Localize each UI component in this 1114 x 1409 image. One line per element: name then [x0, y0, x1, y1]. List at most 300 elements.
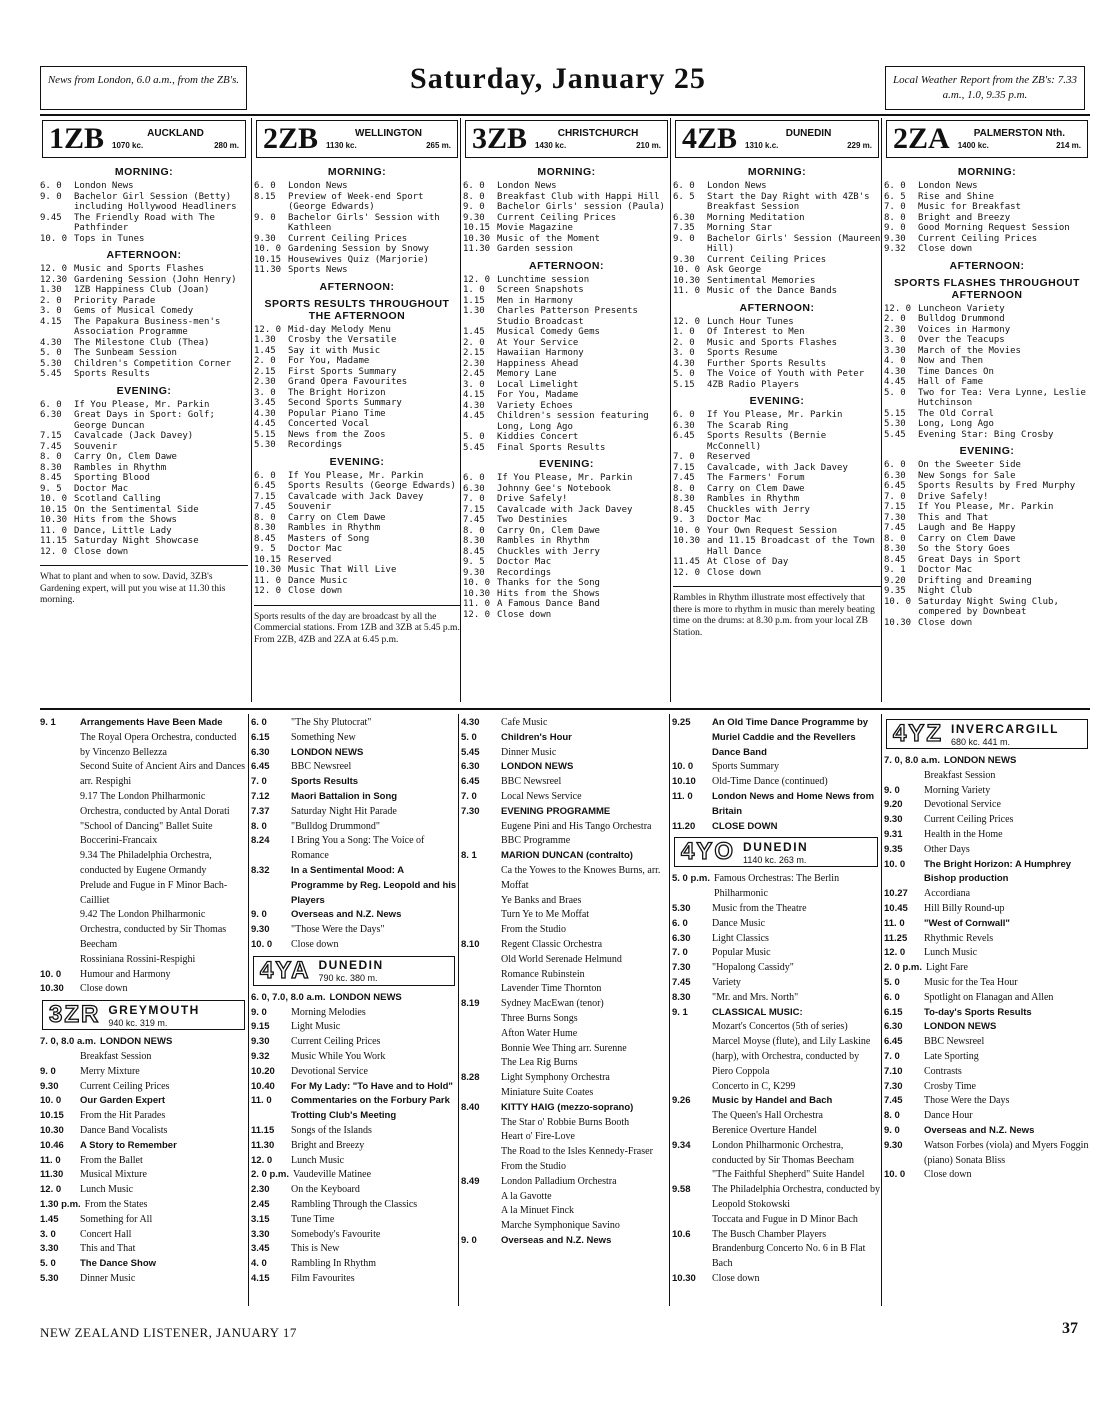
- programme-item: [40, 536, 248, 547]
- programme-title: Current Ceiling Prices: [924, 814, 1014, 826]
- programme-title: Local News Service: [501, 790, 582, 802]
- programme-time: 2.15: [254, 366, 276, 377]
- programme-title: Say it with Music: [288, 345, 381, 356]
- programme-time: 6. 0: [251, 717, 267, 728]
- programme-item: [884, 858, 1090, 888]
- programme-item: [463, 338, 670, 349]
- programme-title: Something New: [291, 731, 356, 743]
- programme-title: Charles Patterson Presents Studio Broadcast: [497, 306, 638, 327]
- programme-item: [40, 1035, 247, 1050]
- programme-title: Gardening Session (John Henry): [74, 274, 237, 285]
- programme-item: [461, 1116, 668, 1131]
- station-meta: [326, 128, 451, 150]
- programme-time: 6.45: [673, 431, 695, 441]
- programme-time: 9. 0: [251, 1006, 267, 1018]
- programme-time: 3.30: [884, 345, 906, 356]
- programme-time: 7.35: [673, 223, 695, 233]
- programme-time: [461, 923, 501, 938]
- programme-title: Morning Variety: [924, 784, 991, 796]
- programme-title: London News: [74, 181, 134, 191]
- programme-title: Screen Snapshots: [497, 285, 584, 295]
- programme-time: 10.30: [673, 275, 701, 286]
- programme-title: This is New: [291, 1243, 340, 1255]
- programme-item: [254, 523, 460, 534]
- programme-item: [884, 314, 1090, 325]
- programme-title: Mozart's Concertos (5th of series): [712, 1021, 848, 1033]
- programme-title: Miniature Suite Coates: [501, 1086, 594, 1098]
- programme-title: For You, Madame: [497, 390, 579, 400]
- programme-time: 5. 0 p.m.: [672, 873, 711, 885]
- programme-item: [40, 908, 247, 952]
- programme-item: [40, 400, 248, 411]
- station-frequency: 790 kc. 380 m.: [318, 973, 378, 984]
- programme-time: 9.58: [672, 1184, 691, 1196]
- programme-item: [884, 544, 1090, 555]
- programme-time: 8.30: [254, 523, 276, 533]
- programme-title: "Mr. and Mrs. North": [712, 991, 799, 1003]
- programme-item: [463, 411, 670, 432]
- programme-time: 6.30: [673, 420, 695, 431]
- programme-time: 11.30: [40, 1169, 64, 1181]
- programme-time: 9. 1: [672, 1006, 688, 1018]
- programme-time: 9.15: [251, 1021, 270, 1033]
- programme-time: 6. 0: [673, 181, 695, 191]
- programme-item: [461, 1071, 668, 1086]
- programme-title: Reserved: [288, 554, 332, 565]
- programme-title: 4ZB Radio Players: [707, 379, 800, 390]
- programme-title: Crosby the Versatile: [288, 335, 397, 345]
- programme-item: [40, 1183, 247, 1198]
- programme-title: Scotland Calling: [74, 494, 161, 504]
- programme-time: 6.30: [672, 932, 691, 944]
- programme-item: [40, 1198, 247, 1213]
- programme-item: [461, 760, 668, 775]
- programme-item: [251, 923, 457, 938]
- programme-time: 2.45: [251, 1198, 270, 1210]
- programme-time: 9.45: [40, 212, 62, 223]
- programme-item: [673, 327, 881, 338]
- programme-title: The Dance Show: [80, 1258, 157, 1270]
- programme-time: 12. 0: [40, 1184, 62, 1196]
- programme-time: 7. 0: [673, 452, 695, 462]
- programme-title: Souvenir: [74, 441, 118, 452]
- programme-time: 8.30: [672, 991, 691, 1003]
- programme-time: 4.45: [254, 419, 276, 429]
- programme-title: Brandenburg Concerto No. 6 in B Flat Bach: [712, 1243, 866, 1270]
- programme-title: BBC Newsreel: [501, 776, 562, 788]
- station-city: WELLINGTON: [355, 128, 423, 139]
- programme-title: Light Classics: [712, 932, 769, 944]
- programme-item: [884, 335, 1090, 346]
- programme-time: 2.30: [884, 324, 906, 335]
- section-heading: MORNING:: [327, 166, 387, 178]
- programme-item: [884, 356, 1090, 367]
- programme-time: [461, 864, 501, 894]
- programme-title: Recordings: [288, 440, 343, 450]
- programme-item: [673, 338, 881, 349]
- programme-title: Morning Melodies: [291, 1006, 366, 1018]
- programme-title: Evening Star: Bing Crosby: [918, 429, 1054, 440]
- programme-item: [254, 356, 460, 367]
- programme-item: [251, 1228, 457, 1243]
- programme-title: Now and Then: [918, 356, 984, 366]
- programme-time: [461, 1219, 501, 1234]
- programme-time: 12. 0: [251, 1154, 273, 1166]
- programme-time: 5.30: [884, 419, 906, 429]
- programme-title: Cavalcade, with Jack Davey: [707, 462, 848, 473]
- programme-title: Regent Classic Orchestra: [501, 938, 603, 950]
- programme-title: The Lea Rig Burns: [501, 1057, 578, 1069]
- programme-item: [254, 513, 460, 524]
- programme-title: Carry on Clem Dawe: [707, 483, 805, 494]
- station-footnote: Rambles in Rhythm illustrate most effectively that there is more to rhythm in music than merely beating time on the drums: at 8.30 p.m. from your local ZB Station.: [673, 586, 881, 639]
- programme-time: 2. 0 p.m.: [884, 962, 923, 974]
- programme-time: [40, 1050, 80, 1065]
- programme-item: [463, 599, 670, 610]
- programme-title: Maori Battalion in Song: [291, 790, 398, 802]
- programme-time: [461, 953, 501, 968]
- programme-item: [673, 359, 881, 370]
- programme-time: 6. 0: [884, 181, 906, 191]
- programme-item: [251, 746, 457, 761]
- programme-time: 7.45: [884, 1095, 903, 1107]
- programme-time: [672, 1080, 712, 1095]
- programme-title: Close down: [288, 586, 343, 596]
- programme-title: Bonnie Wee Thing arr. Surenne: [501, 1042, 627, 1054]
- programme-item: [463, 390, 670, 401]
- programme-time: 9. 5: [40, 483, 62, 494]
- programme-item: [461, 834, 668, 849]
- programme-item: [884, 946, 1090, 961]
- programme-title: On the Keyboard: [291, 1184, 360, 1196]
- programme-item: [40, 1124, 247, 1139]
- programme-item: [254, 576, 460, 587]
- programme-time: 10.6: [672, 1228, 691, 1240]
- programme-title: Bright and Breezy: [918, 212, 1011, 223]
- programme-title: If You Please, Mr. Parkin: [707, 410, 843, 420]
- programme-title: Something for All: [80, 1213, 153, 1225]
- programme-time: 6. 0: [884, 460, 906, 470]
- programme-item: [461, 1042, 668, 1057]
- programme-item: [463, 369, 670, 380]
- programme-item: [40, 1213, 247, 1228]
- programme-item: [251, 1183, 457, 1198]
- programme-time: 7.30: [672, 962, 691, 974]
- programme-time: 1.45: [40, 1213, 59, 1225]
- programme-item: [463, 234, 670, 245]
- programme-item: [254, 555, 460, 566]
- station-city: AUCKLAND: [147, 128, 204, 139]
- programme-item: [463, 568, 670, 579]
- programme-item: [254, 234, 460, 245]
- weather-report-note: Local Weather Report from the ZB's: 7.33 a.m., 1.0, 9.35 p.m.: [885, 66, 1085, 110]
- programme-time: 11. 0: [463, 599, 491, 609]
- programme-item: [463, 589, 670, 600]
- programme-time: 10.27: [884, 888, 908, 900]
- programme-time: 9. 0: [254, 212, 276, 223]
- programme-item: [461, 1204, 668, 1219]
- column-divider: [670, 118, 671, 702]
- programme-title: Carry on Clem Dawe: [288, 512, 386, 523]
- programme-time: 7.15: [40, 431, 62, 441]
- programme-time: 12. 0: [673, 316, 701, 327]
- programme-time: 6.30: [251, 746, 270, 758]
- programme-time: 7. 0: [884, 491, 906, 502]
- programme-title: Romance Rubinstein: [501, 968, 585, 980]
- programme-item: [463, 505, 670, 516]
- section-heading: AFTERNOON:: [739, 301, 815, 314]
- programme-time: 6. 0: [40, 399, 62, 410]
- programme-item: [672, 1242, 880, 1272]
- programme-item: [884, 754, 1090, 769]
- programme-item: [884, 1124, 1090, 1139]
- programme-item: [461, 1027, 668, 1042]
- station-kc: 1400 kc.: [957, 141, 989, 150]
- station-header: [42, 1000, 245, 1030]
- programme-time: 3. 0: [463, 379, 485, 390]
- programme-title: Current Ceiling Prices: [707, 254, 827, 265]
- programme-time: 8. 0: [40, 452, 62, 462]
- programme-title: Concerto in C, K299: [712, 1080, 796, 1092]
- programme-item: [40, 1257, 247, 1272]
- programme-title: BBC Newsreel: [291, 761, 352, 773]
- station-column-2za: [884, 120, 1090, 704]
- programme-item: [254, 492, 460, 503]
- programme-item: [40, 526, 248, 537]
- programme-time: 3.30: [251, 1228, 270, 1240]
- programme-item: [463, 443, 670, 454]
- programme-time: 6.45: [461, 776, 480, 788]
- programme-time: 10. 0: [40, 968, 62, 980]
- programme-time: 9.30: [463, 212, 485, 223]
- programme-item: [40, 731, 247, 761]
- programme-title: At Close of Day: [707, 557, 789, 567]
- programme-time: 3.30: [40, 1243, 59, 1255]
- programme-title: Other Days: [924, 843, 970, 855]
- programme-time: 7.45: [884, 523, 906, 533]
- programme-item: [40, 1154, 247, 1169]
- programme-time: 11.30: [251, 1139, 275, 1151]
- programme-title: The Queen's Hall Orchestra: [712, 1110, 823, 1122]
- station-column-4zb: [673, 120, 881, 704]
- programme-item: [254, 265, 460, 276]
- programme-title: Light Fare: [926, 962, 968, 974]
- programme-time: 9.30: [251, 924, 270, 936]
- programme-item: [461, 1175, 668, 1190]
- programme-time: 3. 0: [884, 335, 906, 345]
- programme-time: 8.28: [461, 1072, 480, 1084]
- programme-item: [254, 367, 460, 378]
- programme-title: From the Ballet: [80, 1154, 143, 1166]
- programme-item: [461, 1056, 668, 1071]
- programme-item: [254, 335, 460, 346]
- programme-title: Thanks for the Song: [497, 578, 600, 588]
- programme-time: 1.15: [463, 295, 485, 306]
- programme-item: [672, 1272, 880, 1287]
- programme-item: [40, 1080, 247, 1095]
- programme-time: [461, 1027, 501, 1042]
- programme-time: 8.45: [463, 546, 485, 557]
- programme-title: An Old Time Dance Programme by Muriel Caddie and the Revellers Dance Band: [712, 717, 869, 758]
- station-metres: 214 m.: [1056, 141, 1081, 150]
- programme-title: Current Ceiling Prices: [497, 212, 617, 223]
- programme-time: 9.32: [251, 1050, 270, 1062]
- station-frequency: 680 kc. 441 m.: [951, 736, 1011, 747]
- programme-time: 5.30: [40, 1272, 59, 1284]
- programme-time: 7.45: [463, 515, 485, 525]
- programme-title: I Bring You a Song: The Voice of Romance: [291, 835, 425, 862]
- programme-time: 3. 0: [40, 306, 62, 316]
- programme-item: [461, 953, 668, 968]
- programme-item: [884, 471, 1090, 482]
- programme-item: [40, 275, 248, 286]
- programme-title: Breakfast Session: [80, 1050, 152, 1062]
- programme-item: [40, 1094, 247, 1109]
- programme-item: [254, 244, 460, 255]
- programme-time: 6. 0, 7.0, 8.0 a.m.: [251, 991, 326, 1003]
- programme-title: Those Were the Days: [924, 1095, 1010, 1107]
- programme-title: Current Ceiling Prices: [80, 1080, 170, 1092]
- station-call-sign: 4YO: [681, 838, 736, 866]
- programme-time: 7.45: [40, 441, 62, 452]
- programme-title: Sports Results (Bernie McConnell): [707, 431, 827, 452]
- programme-item: [463, 181, 670, 192]
- programme-title: Music by Handel and Bach: [712, 1095, 833, 1107]
- programme-title: For You, Madame: [288, 356, 370, 366]
- programme-title: Masters of Song: [288, 533, 370, 544]
- programme-time: 1.30: [40, 285, 62, 295]
- programme-time: 8.30: [463, 536, 485, 546]
- programme-time: 2. 0 p.m.: [251, 1169, 290, 1181]
- programme-item: [672, 1213, 880, 1228]
- programme-time: 8. 0: [463, 191, 485, 202]
- programme-time: 7. 0: [672, 947, 688, 959]
- programme-time: 12.30: [40, 274, 68, 285]
- programme-title: Tune Time: [291, 1213, 335, 1225]
- programme-item: [673, 317, 881, 328]
- bottom-column-3: [461, 716, 668, 1306]
- programme-item: [672, 1139, 880, 1169]
- programme-title: Dance Music: [288, 575, 348, 586]
- section-heading: AFTERNOON:: [529, 259, 604, 272]
- programme-title: and 11.15 Broadcast of the Town Hall Dance: [707, 536, 875, 557]
- programme-time: 2.30: [254, 377, 276, 387]
- programme-time: 10. 0: [40, 233, 68, 244]
- programme-item: [884, 887, 1090, 902]
- programme-item: [461, 731, 668, 746]
- programme-title: MARION DUNCAN (contralto): [501, 850, 633, 862]
- programme-time: 2.15: [463, 348, 485, 358]
- bottom-column-2: [251, 716, 457, 1306]
- programme-time: 8. 0: [884, 212, 906, 223]
- programme-item: [672, 917, 880, 932]
- programme-item: [40, 463, 248, 474]
- programme-title: This and That: [918, 512, 989, 523]
- middle-rule: [40, 708, 1090, 710]
- programme-time: 7. 0, 8.0 a.m.: [884, 755, 940, 766]
- programme-item: [884, 1094, 1090, 1109]
- programme-title: Our Garden Expert: [80, 1095, 165, 1107]
- programme-time: [461, 1042, 501, 1057]
- london-news-note: News from London, 6.0 a.m., from the ZB's.: [40, 66, 247, 110]
- station-frequency: [112, 141, 239, 150]
- programme-item: [461, 938, 668, 953]
- programme-time: 7.37: [251, 805, 270, 817]
- station-meta: [745, 128, 872, 150]
- programme-time: 11.15: [40, 536, 68, 546]
- station-frequency: [745, 141, 872, 150]
- programme-title: Memory Lane: [497, 369, 557, 379]
- programme-time: 6.30: [884, 1021, 903, 1033]
- station-header: [256, 120, 458, 158]
- programme-time: 10.20: [251, 1065, 275, 1077]
- programme-time: 4. 0: [884, 356, 906, 366]
- programme-item: [251, 760, 457, 775]
- programme-title: KITTY HAIG (mezzo-soprano): [501, 1101, 634, 1113]
- programme-time: 6.45: [884, 481, 906, 491]
- programme-title: Current Ceiling Prices: [288, 233, 408, 244]
- programme-time: [461, 1204, 501, 1219]
- programme-time: 4.15: [40, 316, 62, 327]
- programme-item: [672, 1124, 880, 1139]
- top-rule: [40, 114, 1090, 116]
- programme-time: 10. 0: [251, 938, 273, 950]
- programme-time: 6. 5: [884, 191, 906, 202]
- programme-item: [251, 908, 457, 923]
- programme-item: [40, 410, 248, 431]
- programme-item: [673, 526, 881, 537]
- programme-time: [461, 982, 501, 997]
- station-call-sign: 4YA: [260, 956, 311, 984]
- programme-title: Cavalcade (Jack Davey): [74, 431, 194, 441]
- programme-title: Health in the Home: [924, 828, 1003, 840]
- programme-time: 6. 0: [254, 181, 276, 191]
- programme-item: [461, 894, 668, 909]
- programme-item: [251, 991, 457, 1006]
- programme-item: [251, 1035, 457, 1050]
- programme-item: [40, 317, 248, 338]
- programme-item: [254, 534, 460, 545]
- programme-title: Great Days in Sport: Golf; George Duncan: [74, 410, 215, 431]
- programme-time: 8.45: [40, 473, 62, 483]
- programme-item: [463, 380, 670, 391]
- column-divider: [248, 714, 249, 1306]
- programme-time: 5.15: [884, 408, 906, 419]
- programme-title: The Old Corral: [918, 408, 994, 419]
- programme-title: Vaudeville Matinee: [293, 1169, 372, 1181]
- programme-title: Overseas and N.Z. News: [501, 1234, 612, 1246]
- programme-item: [884, 976, 1090, 991]
- programme-item: [461, 1219, 668, 1234]
- programme-item: [884, 367, 1090, 378]
- programme-time: 8.30: [884, 544, 906, 554]
- programme-title: Rambling In Rhythm: [291, 1258, 376, 1270]
- station-column-3zb: [463, 120, 670, 704]
- programme-time: 5. 0: [884, 976, 900, 988]
- programme-title: Close down: [918, 244, 973, 254]
- station-meta: [535, 128, 661, 150]
- programme-title: Music of the Dance Bands: [707, 286, 838, 296]
- programme-title: In a Sentimental Mood: A Programme by Reg. Leopold and his Players: [291, 864, 457, 906]
- programme-time: 11.25: [884, 932, 908, 944]
- programme-item: [884, 565, 1090, 576]
- programme-time: 3.45: [251, 1243, 270, 1255]
- programme-title: Your Own Request Session: [707, 525, 838, 536]
- programme-time: 10.15: [254, 254, 282, 265]
- programme-title: The Sunbeam Session: [74, 348, 177, 358]
- programme-title: Men in Harmony: [497, 295, 573, 306]
- programme-item: [463, 610, 670, 621]
